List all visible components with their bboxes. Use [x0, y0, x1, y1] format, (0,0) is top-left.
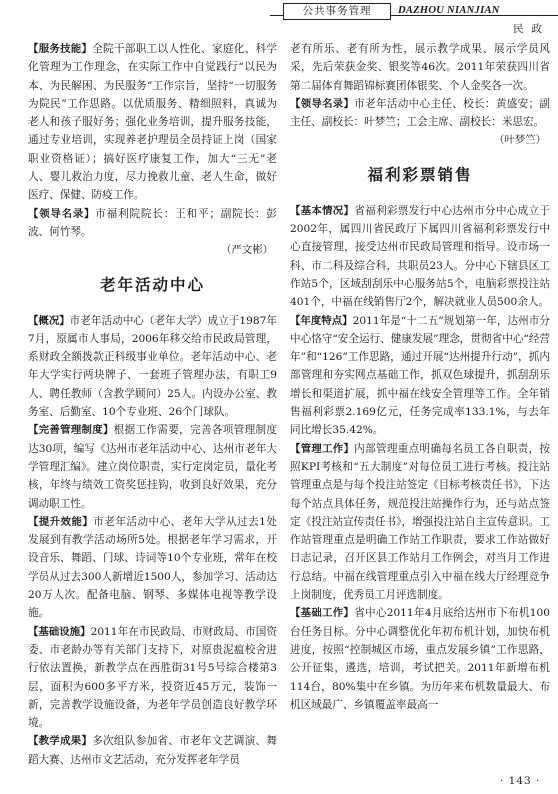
paragraph-text: 省中心2011年4月底给达州市下布机100台任务目标。分中心调整优化年初布机计划，加快布机进度，按照“控制城区市场，重点发展乡镇”工作思路，公开征集，遴选，培训，考试把关。2011年新增布机114台，80%集中在乡镇。为历年来布机数量最大、布机区域最广、乡镇覆盖率最高一 [290, 607, 550, 711]
header-yearbook-title: DAZHOU NIANJIAN [398, 5, 500, 16]
paragraph-management-system [28, 421, 277, 512]
paragraph-teaching-results [28, 732, 277, 769]
article-title: 老年活动中心 [99, 274, 205, 294]
section-tag: 【完善管理制度】 [28, 424, 114, 437]
paragraph-text: 根据工作需要，完善各项管理制度达30项，编写《达州市老年活动中心、达州市老年大学管理汇编》。建立岗位职责，实行定岗定员，量化考核，年终与绩效工资奖惩挂钩，收到良好效果，充分调动职工性。 [28, 424, 278, 510]
paragraph-annual-features [290, 312, 550, 440]
left-column [28, 40, 277, 769]
paragraph-continuation: 老有所乐、老有所为性，展示教学成果、展示学员风采，先后荣获金奖、银奖等46次。2011年荣获四川省第二届体育舞蹈锦标赛团体银奖、个人金奖各一次。 [290, 43, 550, 92]
section-tag: 【基本情况】 [290, 204, 355, 217]
paragraph-text: 省福利彩票发行中心达州市分中心成立于2002年，属四川省民政厅下属四川省福利彩票发行中心直接管理，接受达州市民政局管理和指导。设市场一科、市二科及综合科，共职员23人。分中心下辖县区工作站5个，区域刮刮乐中心服务站5个，电脑彩票投注站401个，中福在线销售厅2个，解决就业人员500余人。 [290, 204, 551, 309]
header-category-box: 公共事务管理 [283, 3, 391, 20]
paragraph-leader-list [290, 95, 550, 132]
section-tag: 【管理工作】 [290, 442, 355, 455]
header-section-label: 民政 [513, 23, 550, 35]
paragraph-text: 全院干部职工以人性化、家庭化、科学化管理为工作理念，在实际工作中自觉践行“以民为本、为民解困、为民服务”工作宗旨，坚持“一切服务为院民”工作思路。以优质服务、精细照料，真诚为老人和孩子服好务；强化业务培训，提升服务技能，通过专业培训，实现养老护理员全员持证上岗（国家职业资格证）；搞好医疗康复工作，加大“三无”老人、婴儿救治力度，尽力挽救儿童、老人生命，做好医疗、保健、防疫工作。 [28, 43, 278, 202]
paragraph-basic-work [290, 604, 550, 714]
paragraph-service-skills [28, 40, 277, 205]
paragraph-text: 内部管理重点明确每名员工各自职责，按照KPI考核和“五大制度”对每位员工进行考核。投注站管理重点是与每个投注站签定《目标考核责任书》，下达每个站点具体任务，规范投注站操作行为，还与站点签定《投注站宣传责任书》，增强投注站自主宣传意识。工作站管理重点是明确工作站工作职责，要求工作站做好日志记录，召开区县工作站月工作例会，对当月工作进行总结。中福在线管理重点引入中福在线大厅经理竞争上岗制度，优秀员工月评选制度。 [290, 442, 551, 602]
right-column [290, 40, 550, 714]
section-tag: 【领导名录】 [28, 207, 96, 220]
paragraph-text: 市老年活动中心主任、校长：黄盛安；副主任、副校长：叶梦竺；工会主席、副校长：米思宏。 [290, 97, 551, 129]
section-tag: 【基础设施】 [28, 625, 91, 638]
paragraph-basic-info [290, 202, 550, 312]
paragraph-efficiency [28, 513, 277, 623]
section-tag: 【年度特点】 [290, 314, 353, 327]
paragraph-text: 市老年活动中心、老年大学从过去1处发展到有教学活动场所5处。根据老年学习需求，开设音乐、舞蹈、门球、诗词等10个专业班，常年在校学员从过去300人新增近1500人，参加学习、活动达20万人次。配备电脑、钢琴、多媒体电视等教学设施。 [28, 515, 277, 620]
paragraph-leader-list [28, 205, 277, 242]
section-tag: 【领导名录】 [290, 97, 355, 110]
paragraph-text: 市老年活动中心（老年大学）成立于1987年7月，原属市人事局，2006年移交给市民政局管理，系财政全额拨款正科级事业单位。老年活动中心、老年大学实行两块牌子、一套班子管理办法，有职工9人、聘任教师（含教学顾问）25人。内设办公室、教务室、后勤室、10个专业班、26个门球队。 [28, 314, 277, 419]
page-number: · 143 · [500, 775, 541, 787]
paragraph-text: 市福利院院长：王和平；副院长：彭波、何竹琴。 [28, 207, 278, 238]
article-title: 福利彩票销售 [367, 164, 473, 184]
paragraph-text: 2011年在市民政局、市财政局、市国资委、市老龄办等有关部门支持下，对原贵泥瘟校舍进行依法置换，新教学点在西胜街31号5号综合楼第3层，面积为600多平方米，投资近45万元，装饰一新，完善教学设施设备，为老年学员创造良好教学环境。 [28, 625, 278, 730]
paragraph-infrastructure [28, 623, 277, 733]
section-tag: 【概况】 [28, 314, 70, 327]
author-signature: （叶梦竺） [494, 134, 546, 147]
page-header [0, 0, 558, 40]
paragraph-management-work [290, 440, 550, 605]
section-tag: 【提升效能】 [28, 515, 94, 528]
section-tag: 【服务技能】 [28, 43, 93, 55]
section-tag: 【基础工作】 [290, 607, 355, 620]
paragraph-text: 2011年是“十二五”规划第一年，达州市分中心恪守“安全运行、健康发展”理念，贯彻省中心“经营年”和“126”工作思路，通过开展“达州提升行动”，抓内部管理和夯实网点基础工作，抓双色球提升，抓刮刮乐增长和渠道扩展，抓中福在线安全管理等工作。全年销售福利彩票2.169亿元，任务完成率133.1%，与去年同比增长35.42%。 [290, 314, 550, 437]
author-signature: （严文彬） [221, 244, 273, 257]
paragraph-overview [28, 312, 277, 422]
paragraph-text: 多次组队参加省、市老年文艺调演、舞蹈大赛、达州市文艺活动，充分发挥老年学员 [28, 735, 278, 766]
section-tag: 【教学成果】 [28, 735, 93, 748]
